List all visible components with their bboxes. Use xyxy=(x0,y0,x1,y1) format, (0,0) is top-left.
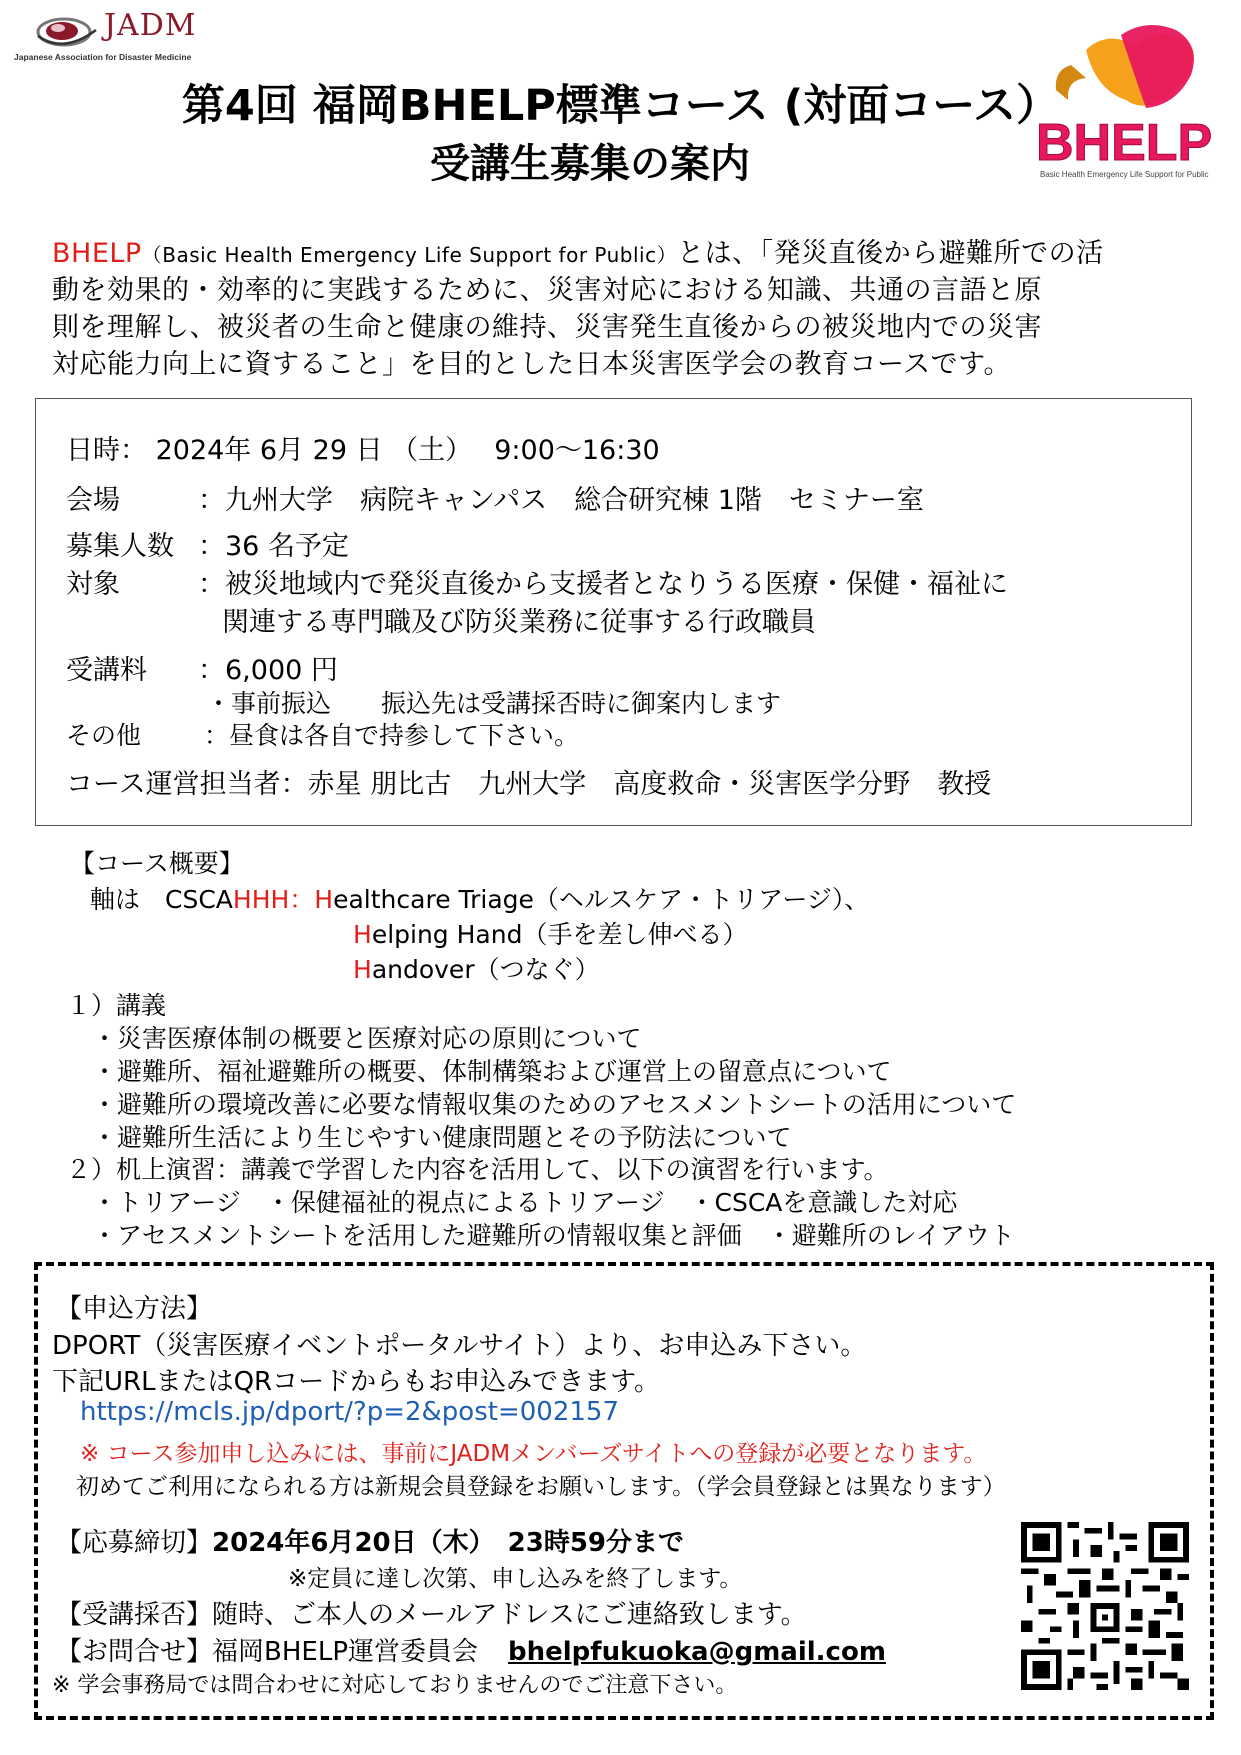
outline-lecture-item: ・災害医療体制の概要と医療対応の原則について xyxy=(92,1024,642,1053)
intro-bhelp: BHELP xyxy=(52,238,142,269)
outline-h2-letter: H xyxy=(353,920,372,949)
outline-exercise-header: ２）机上演習：講義で学習した内容を活用して、以下の演習を行います。 xyxy=(66,1155,889,1184)
info-datetime: 日時： 2024年 6月 29 日 （土） 9:00～16:30 xyxy=(66,435,660,466)
jadm-full-name: Japanese Association for Disaster Medicine xyxy=(14,52,192,62)
outline-h1-letter: H xyxy=(314,885,334,914)
deadline-label: 【応募締切】 xyxy=(56,1528,213,1558)
intro-line-4: 対応能力向上に資すること」を目的とした日本災害医学会の教育コースです。 xyxy=(52,349,1011,380)
apply-line2: 下記URLまたはQRコードからもお申込みできます。 xyxy=(52,1367,661,1397)
info-course-manager: コース運営担当者：赤星 朋比古 九州大学 高度救命・災害医学分野 教授 xyxy=(66,769,992,800)
footer-note: ※ 学会事務局では問合わせに対応しておりませんのでご注意下さい。 xyxy=(52,1673,738,1698)
info-other-label: その他 xyxy=(66,721,142,750)
page-title: 第4回 福岡BHELP標準コース (対面コース） xyxy=(181,81,1060,131)
info-capacity-label: 募集人数 xyxy=(66,531,174,562)
outline-h2-rest: elping Hand（手を差し伸べる） xyxy=(371,920,748,949)
info-venue-label: 会場 xyxy=(66,485,120,516)
intro-line-1 xyxy=(52,231,1104,270)
info-target-line1: ：被災地域内で発災直後から支援者となりうる医療・保健・福祉に xyxy=(198,569,1008,600)
bhelp-tagline: Basic Health Emergency Life Support for Public xyxy=(1040,170,1209,179)
result-value: 随時、ご本人のメールアドレスにご連絡致します。 xyxy=(212,1600,807,1630)
outline-axis-line xyxy=(90,880,869,916)
deadline-line xyxy=(56,1522,684,1559)
contact-label: 【お問合せ】 xyxy=(56,1637,213,1667)
info-target-label: 対象 xyxy=(66,569,120,600)
outline-h3-rest: andover（つなぐ） xyxy=(371,955,600,984)
outline-h3-line xyxy=(353,950,600,986)
outline-axis-hhh: HHH： xyxy=(232,885,315,914)
intro-line1-rest: とは、「発災直後から避難所での活 xyxy=(677,238,1104,269)
outline-lecture-item: ・避難所、福祉避難所の概要、体制構築および運営上の留意点について xyxy=(92,1057,892,1086)
outline-exercise-line2: ・アセスメントシートを活用した避難所の情報収集と評価 ・避難所のレイアウト xyxy=(92,1221,1015,1250)
contact-email-link[interactable]: bhelpfukuoka@gmail.com xyxy=(508,1637,886,1667)
info-other: ：昼食は各自で持参して下さい。 xyxy=(204,721,580,750)
intro-line-2: 動を効果的・効率的に実践するために、災害対応における知識、共通の言語と原 xyxy=(52,275,1042,306)
deadline-note: ※定員に達し次第、申し込みを終了します。 xyxy=(288,1566,743,1592)
outline-header: 【コース概要】 xyxy=(70,849,244,878)
apply-header: 【申込方法】 xyxy=(56,1294,213,1324)
apply-note-red: ※ コース参加申し込みには、事前にJADMメンバーズサイトへの登録が必要となります。 xyxy=(80,1441,987,1467)
qr-code-icon[interactable] xyxy=(1021,1522,1189,1690)
info-venue: ：九州大学 病院キャンパス 総合研究棟 1階 セミナー室 xyxy=(198,485,924,516)
info-fee: ：6,000 円 xyxy=(198,655,338,686)
intro-line-3: 則を理解し、被災者の生命と健康の維持、災害発生直後からの被災地内での災害 xyxy=(52,312,1042,343)
outline-exercise-line1: ・トリアージ ・保健福祉的視点によるトリアージ ・CSCAを意識した対応 xyxy=(92,1188,958,1217)
outline-lecture-item: ・避難所の環境改善に必要な情報収集のためのアセスメントシートの活用について xyxy=(92,1090,1017,1119)
svg-text:BHELP: BHELP xyxy=(1036,114,1213,170)
apply-note-2: 初めてご利用になられる方は新規会員登録をお願いします。（学会員登録とは異なります） xyxy=(76,1474,1006,1500)
deadline-value: 2024年6月20日（木） 23時59分まで xyxy=(212,1528,685,1558)
info-capacity: ：36 名予定 xyxy=(198,531,349,562)
jadm-emblem-icon xyxy=(34,10,102,52)
outline-lecture-header: １）講義 xyxy=(66,991,167,1020)
apply-line1: DPORT（災害医療イベントポータルサイト）より、お申込み下さい。 xyxy=(52,1331,867,1361)
info-fee-note: ・事前振込 振込先は受講採否時に御案内します xyxy=(206,689,782,718)
contact-value: 福岡BHELP運営委員会 xyxy=(212,1637,478,1667)
outline-lecture-item: ・避難所生活により生じやすい健康問題とその予防法について xyxy=(92,1123,792,1152)
result-line xyxy=(56,1594,807,1631)
result-label: 【受講採否】 xyxy=(56,1600,213,1630)
info-target-line2: 関連する専門職及び防災業務に従事する行政職員 xyxy=(222,607,816,638)
contact-line xyxy=(56,1631,886,1668)
outline-axis-prefix: 軸は CSCA xyxy=(90,885,233,914)
outline-h2-line xyxy=(353,915,747,951)
outline-h1-rest: ealthcare Triage（ヘルスケア・トリアージ）、 xyxy=(333,885,870,914)
jadm-logo xyxy=(10,8,220,60)
page-subtitle: 受講生募集の案内 xyxy=(430,141,750,187)
outline-h3-letter: H xyxy=(353,955,372,984)
intro-bhelp-en: （Basic Health Emergency Life Support for Public） xyxy=(141,243,678,267)
jadm-name: JADM xyxy=(104,8,197,43)
apply-url-link[interactable]: https://mcls.jp/dport/?p=2&post=002157 xyxy=(80,1397,619,1427)
info-fee-label: 受講料 xyxy=(66,655,147,686)
